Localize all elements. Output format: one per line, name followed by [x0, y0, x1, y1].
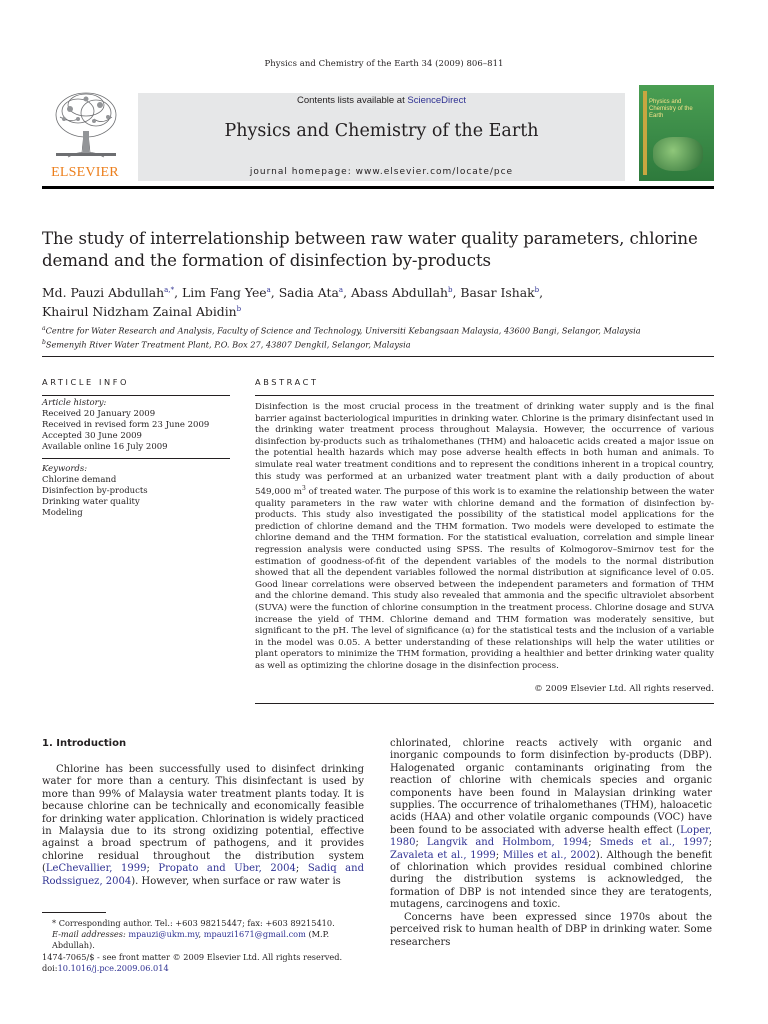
author-affil-sup[interactable]: a: [266, 286, 271, 294]
abstract-heading: ABSTRACT: [255, 377, 319, 387]
body-text: chlorinated, chlorine reacts actively with organic and inorganic compounds to form disinfection by-products (DBP). Halogenated organic contaminants originating from the reaction of chlorine with chemicals species and organic components have been found in Malaysian drinking water supplies. The occurrence of trihalomethanes (THM), haloacetic acids (HAA) and other volatile organic compounds (VOC) have been found to be associated with adverse health effect (: [390, 738, 712, 836]
footnote-star: *: [52, 918, 57, 928]
affiliation-text: Semenyih River Water Treatment Plant, P.O. Box 27, 43807 Dengkil, Selangor, Malaysia: [45, 339, 411, 350]
author-sep: ,: [343, 285, 351, 301]
sciencedirect-link[interactable]: ScienceDirect: [407, 95, 466, 106]
cover-title: Physics and Chemistry of the Earth: [649, 99, 693, 119]
footnote: [52, 918, 372, 951]
keyword: Disinfection by-products: [42, 486, 148, 496]
cover-strip: [643, 91, 647, 175]
abstract-body: [255, 402, 714, 673]
intro-paragraph: chlorinated, chlorine reacts actively with organic and inorganic compounds to form disinfection by-products (DBP). Halogenated organic contaminants originating from the reaction of chlorine with chemicals species and organic components have been found in Malaysian drinking water supplies. The occurrence of trihalomethanes (THM), haloacetic acids (HAA) and other volatile organic compounds (VOC) have been found to be associated with adverse health effect (Loper, 1980; Langvik and Holmbom, 1994; Smeds et al., 1997; Zavaleta et al., 1999; Milles et al., 2002). Although the benefit of chlorination which provides residual combined chlorine during the distribution systems is acknowledged, the formation of DBP is not intended since they are teratogents, mutagens, carcinogens and toxic.: [390, 738, 713, 911]
footnote-text: (M.P. Abdullah).: [52, 929, 330, 950]
corresponding-author-note: [52, 918, 372, 929]
affiliation-sup: a: [42, 325, 46, 332]
keywords-label: Keywords:: [42, 464, 88, 474]
doi-label: doi:: [42, 963, 58, 973]
reference-link[interactable]: Smeds et al., 1997: [599, 837, 709, 849]
copyright-notice: © 2009 Elsevier Ltd. All rights reserved.: [534, 684, 714, 694]
footnote-text: Corresponding author. Tel.: +603 98215447; fax: +603 89215410.: [58, 918, 335, 928]
elsevier-tree-icon: [48, 87, 124, 161]
history-item: Received in revised form 23 June 2009: [42, 420, 210, 430]
intro-paragraph: Chlorine has been successfully used to disinfect drinking water for more than a century. This disinfectant is used by more than 99% of Malaysia water treatment plants today. It is because chlorine can be technically and economically feasible for drinking water application. Chlorination is widely practiced in Malaysia due to its strong oxidizing potential, effective against a broad spectrum of pathogens, and it provides chlorine residual throughout the distribution system (LeChevallier, 1999; Propato and Uber, 2004; Sadiq and Rodssiguez, 2004). However, when surface or raw water is: [42, 764, 364, 887]
email-link[interactable]: mpauzi@ukm.my: [128, 929, 199, 939]
abstract-bottom-rule: [255, 703, 714, 704]
info-rule: [42, 395, 230, 396]
affiliations: [42, 323, 714, 350]
elsevier-logo[interactable]: [42, 85, 128, 181]
reference-link[interactable]: Sadiq and Rodssiguez, 2004: [42, 863, 364, 887]
article-title: The study of interrelationship between raw water quality parameters, chlorine demand and the formation of disinfection by-products: [42, 229, 698, 270]
unit-superscript: 3: [301, 485, 306, 493]
contents-prefix: Contents lists available at: [297, 95, 408, 106]
author-name[interactable]: Abass Abdullah: [350, 285, 448, 301]
reference-link[interactable]: Propato and Uber, 2004: [158, 863, 296, 875]
journal-banner: [42, 85, 714, 189]
reference-link[interactable]: Langvik and Holmbom, 1994: [426, 837, 589, 849]
body-text: ). Although the benefit of chlorination which provides residual combined chlorine during the distribution systems is acknowledged, the formation of DBP is not intended since they are teratogents, mutagens, carcinogens and toxic.: [390, 849, 713, 911]
reference-link[interactable]: LeChevallier, 1999: [45, 863, 147, 875]
intro-paragraph: Concerns have been expressed since 1970s about the perceived risk to human health of DBP in drinking water. Some researchers: [390, 911, 712, 948]
author-list: [42, 282, 714, 320]
author-sep: ,: [174, 285, 182, 301]
body-text: Chlorine has been successfully used to disinfect drinking water for more than a century. This disinfectant is used by more than 99% of Malaysia water treatment plants today. It is because chlorine can be technically and economically feasible for drinking water application. Chlorination is widely practiced in Malaysia due to its strong oxidizing potential, effective against a broad spectrum of pathogens, and it provides chlorine residual throughout the distribution system (: [42, 764, 364, 875]
issn-line: 1474-7065/$ - see front matter © 2009 Elsevier Ltd. All rights reserved.: [42, 952, 343, 962]
history-label: Article history:: [42, 398, 107, 408]
header-rule: [42, 186, 714, 189]
author-affil-sup[interactable]: b: [447, 286, 453, 294]
article-info-heading: ARTICLE INFO: [42, 377, 130, 387]
author-affil-sup[interactable]: a: [338, 286, 344, 294]
reference-link[interactable]: Loper, 1980: [390, 824, 712, 849]
history-item: Accepted 30 June 2009: [42, 431, 142, 441]
keyword: Drinking water quality: [42, 497, 140, 507]
affiliation-a: [42, 323, 714, 337]
email-label: E-mail addresses:: [52, 929, 129, 939]
email-link[interactable]: mpauzi1671@gmail.com: [203, 929, 306, 939]
author-sep: ,: [452, 285, 461, 301]
footnote-rule: [42, 912, 106, 913]
journal-title: Physics and Chemistry of the Earth: [224, 121, 539, 141]
author-affil-sup[interactable]: b: [534, 286, 540, 294]
doi-line: [42, 963, 362, 974]
abstract-text: of treated water. The purpose of this work is to examine the relationship between the water quality parameters in the raw water with chlorine demand and the formation of disinfection by-products. This study also investigated the possibility of the statistical model applications for the prediction of chlorine demand and the THM formation. Two models were developed to estimate the chlorine demand and the THM formation. For the statistical evaluation, correlation and simple linear regression analysis were conducted using SPSS. The results of Kolmogorov–Smirnov test for the estimation of goodness-of-fit of the dependent variables of the models to the normal distribution showed that all the dependent variables followed the normal distribution at significance level of 0.05. Good linear correlations were observed between the independent parameters and formation of THM and the chlorine demand. This study also revealed that ammonia and the specific ultraviolet absorbent (SUVA) were the function of chlorine consumption in the treatment process. Chlorine dosage and SUVA increase the yield of THM. Chlorine demand and THM formation was moderately sensitive, but significant to the pH. The level of significance (α) for the statistical tests and the inclusion of a variable in the model was 0.05. A better understanding of these relationships will help the water utilities or plant operators to minimize the THM formation, providing a healthier and better drinking water quality as well as optimizing the chlorine dosage in the disinfection process.: [255, 487, 714, 671]
journal-citation: Physics and Chemistry of the Earth 34 (2009) 806–811: [264, 59, 504, 69]
email-note: E-mail addresses: mpauzi@ukm.my, mpauzi1671@gmail.com (M.P. Abdullah).: [52, 929, 330, 950]
doi-link[interactable]: 10.1016/j.pce.2009.06.014: [57, 963, 169, 973]
author-name[interactable]: Lim Fang Yee: [181, 285, 267, 301]
info-divider: [42, 458, 230, 459]
author-sep: ,: [270, 285, 279, 301]
history-item: Available online 16 July 2009: [42, 442, 168, 452]
author-name[interactable]: Basar Ishak: [460, 285, 535, 301]
reference-link[interactable]: Milles et al., 2002: [502, 849, 596, 861]
reference-link[interactable]: Zavaleta et al., 1999: [390, 849, 496, 861]
journal-cover-thumbnail[interactable]: [639, 85, 714, 181]
front-matter-info: [42, 952, 362, 974]
article-info: [42, 398, 230, 519]
author-name[interactable]: Md. Pauzi Abdullah: [42, 285, 165, 301]
author-name[interactable]: Khairul Nidzham Zainal Abidin: [42, 304, 237, 320]
history-item: Received 20 January 2009: [42, 409, 156, 419]
body-text: ). However, when surface or raw water is: [131, 875, 341, 887]
intro-right-column: [390, 738, 712, 949]
author-sep: ,: [539, 285, 544, 301]
intro-left-column: [42, 764, 364, 888]
affiliation-sup: b: [42, 338, 46, 346]
affiliation-b: [42, 337, 714, 351]
section-rule: [42, 356, 714, 357]
affiliation-text: Centre for Water Research and Analysis, Faculty of Science and Technology, Universiti Kebangsaan Malaysia, 43600 Bangi, Selangor, Malaysia: [45, 325, 641, 336]
journal-info-box: [138, 93, 625, 181]
elsevier-wordmark: ELSEVIER: [51, 165, 119, 180]
intro-heading: 1. Introduction: [42, 738, 127, 749]
abstract-rule: [255, 395, 714, 396]
journal-homepage[interactable]: journal homepage: www.elsevier.com/locate/pce: [249, 167, 514, 177]
keyword: Chlorine demand: [42, 475, 117, 485]
keyword: Modeling: [42, 508, 83, 518]
author-affil-sup[interactable]: a,*: [164, 286, 175, 294]
author-affil-sup[interactable]: b: [236, 305, 242, 314]
contents-line: [138, 95, 625, 106]
author-name[interactable]: Sadia Ata: [278, 285, 339, 301]
abstract-text: Disinfection is the most crucial process in the treatment of drinking water supply and is the final barrier against bacteriological impurities in drinking water. Chlorine is the primary disinfectant used in the drinking water treatment process throughout Malaysia. However, the occurrence of various disinfection by-products such as trihalomethanes (THM) and haloacetic acids created a major issue on the potential health hazards which may pose adverse health effects in both human and animals. To simulate real water treatment conditions and to represent the conditions inherent in a tropical country, this study was performed at an urbanized water treatment plant with a daily production of about 549,000 m: [255, 402, 714, 498]
cover-image: [653, 137, 703, 171]
